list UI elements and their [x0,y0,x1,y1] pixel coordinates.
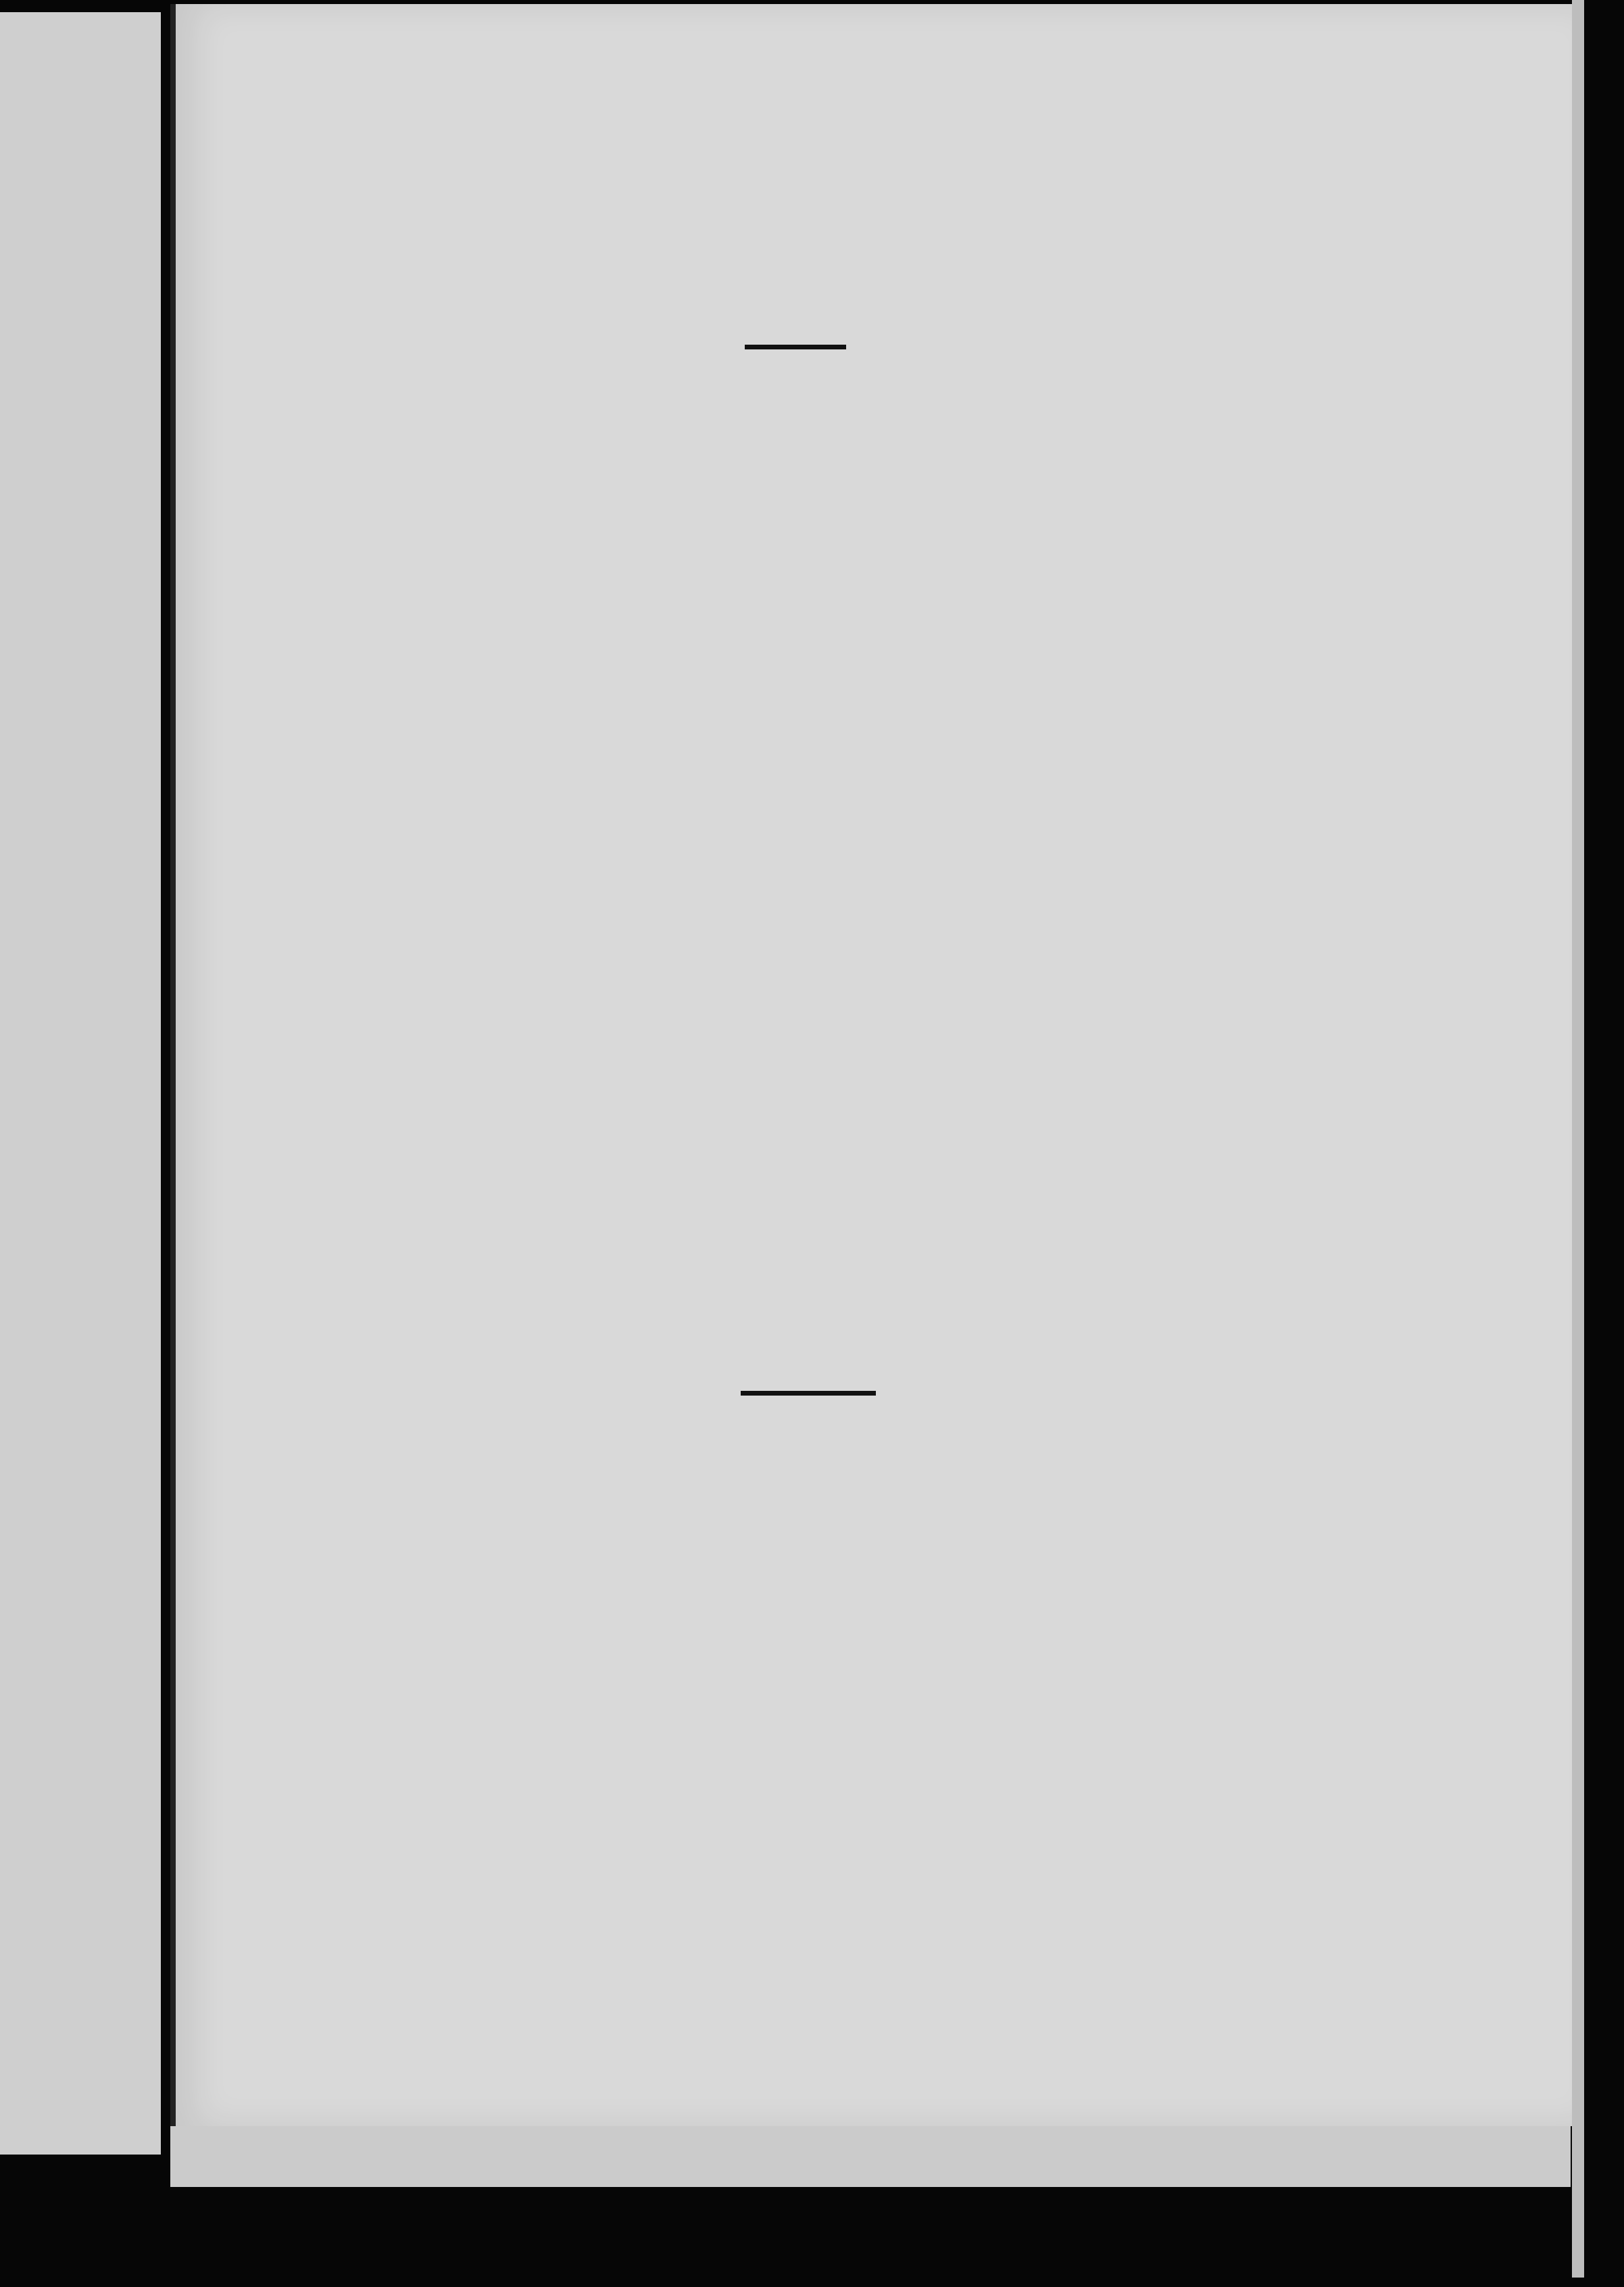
section-divider [741,1391,876,1396]
contents-page [170,4,1576,2126]
page-bottom-margin [170,2126,1571,2187]
page-edge-right [1572,0,1584,2278]
title-rule [745,345,846,349]
facing-page-edge [0,12,161,2155]
